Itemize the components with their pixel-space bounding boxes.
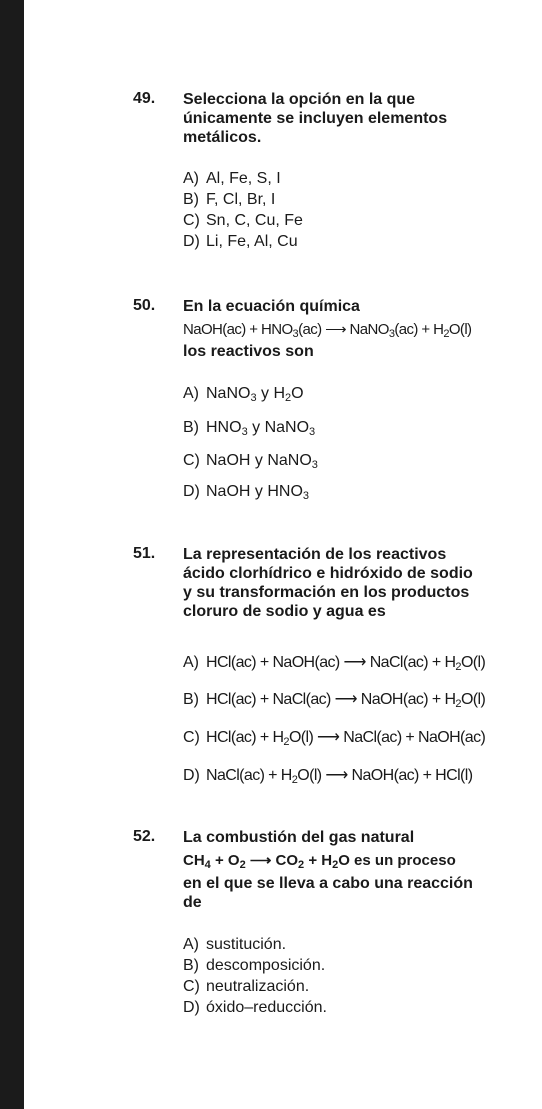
stem-line: únicamente se incluyen elementos xyxy=(183,110,448,127)
stem-line: Selecciona la opción en la que xyxy=(183,91,416,108)
option-c[interactable] xyxy=(183,727,485,747)
option-letter: D) xyxy=(183,999,200,1016)
subscript: 4 xyxy=(204,859,211,871)
option-text: Al, Fe, S, I xyxy=(206,170,281,187)
option-text: descomposición. xyxy=(206,957,326,974)
option-c[interactable] xyxy=(183,212,303,230)
question-stem xyxy=(183,545,523,621)
option-text: F, Cl, Br, I xyxy=(206,191,276,208)
subscript: 3 xyxy=(302,490,310,502)
question-number: 51. xyxy=(133,545,156,562)
option-letter: A) xyxy=(183,936,199,953)
option-text: Sn, C, Cu, Fe xyxy=(206,212,303,229)
question-number: 52. xyxy=(133,828,156,845)
option-text: sustitución. xyxy=(206,936,287,953)
stem-line: cloruro de sodio y agua es xyxy=(183,603,386,620)
option-text: HCl(ac) + NaOH(ac) ⟶ NaCl(ac) + $H_2O(l)$ xyxy=(206,654,486,673)
option-text: óxido–reducción. xyxy=(206,999,327,1016)
subscript: 3 xyxy=(388,328,395,340)
option-letter: A) xyxy=(183,170,199,187)
stem-line: La combustión del gas natural xyxy=(183,829,415,846)
option-a[interactable] xyxy=(183,385,304,403)
stem-line: los reactivos son xyxy=(183,343,314,360)
option-text: NaOH y $HNO_3$ xyxy=(206,483,310,502)
option-d[interactable] xyxy=(183,233,298,251)
option-text: NaNO$_3$ y $H_2O$ xyxy=(206,385,304,404)
option-d[interactable] xyxy=(183,765,472,785)
subscript: 2 xyxy=(443,328,449,340)
stem-line: La representación de los reactivos xyxy=(183,546,447,563)
stem-line: metálicos. xyxy=(183,129,262,146)
option-text: $HCl(ac) + H_2O(l)$ ⟶ NaCl(ac) + NaOH(ac) xyxy=(206,729,486,748)
option-letter: B) xyxy=(183,957,199,974)
option-b[interactable] xyxy=(183,191,275,209)
question-stem xyxy=(183,874,523,912)
option-d[interactable] xyxy=(183,999,327,1017)
option-text: NaCl(ac) + $H_2O(l)$ ⟶ NaOH(ac) + HCl(l) xyxy=(206,767,473,786)
subscript: 2 xyxy=(455,661,461,673)
subscript: 3 xyxy=(241,426,248,438)
subscript: 3 xyxy=(311,459,318,471)
option-c[interactable] xyxy=(183,978,309,996)
option-d[interactable] xyxy=(183,483,309,501)
stem-line: En la ecuación química xyxy=(183,298,360,315)
subscript: 3 xyxy=(292,328,299,340)
question-number: 50. xyxy=(133,297,156,314)
option-letter: B) xyxy=(183,691,199,708)
option-letter: C) xyxy=(183,212,200,229)
subscript: 2 xyxy=(455,698,461,710)
option-letter: D) xyxy=(183,767,200,784)
option-b[interactable] xyxy=(183,689,485,709)
stem-line: en el que se lleva a cabo una reacción xyxy=(183,875,473,892)
option-letter: A) xyxy=(183,654,199,671)
option-a[interactable] xyxy=(183,936,286,954)
option-b[interactable] xyxy=(183,419,315,437)
option-text: NaOH y NaNO$_3$ xyxy=(206,452,318,471)
stem-line: ácido clorhídrico e hidróxido de sodio xyxy=(183,565,473,582)
option-letter: C) xyxy=(183,452,200,469)
option-letter: C) xyxy=(183,978,200,995)
option-text: Li, Fe, Al, Cu xyxy=(206,233,298,250)
option-b[interactable] xyxy=(183,957,325,975)
subscript: 3 xyxy=(309,426,316,438)
subscript: 2 xyxy=(332,859,339,871)
stem-line: y su transformación en los productos xyxy=(183,584,470,601)
option-text: HCl(ac) + NaCl(ac) ⟶ NaOH(ac) + $H_2O(l)$ xyxy=(206,691,486,710)
option-letter: D) xyxy=(183,233,200,250)
subscript: 2 xyxy=(291,774,298,786)
subscript: 3 xyxy=(250,392,257,404)
option-letter: B) xyxy=(183,419,199,436)
subscript: 2 xyxy=(283,736,289,748)
option-c[interactable] xyxy=(183,452,318,470)
option-letter: A) xyxy=(183,385,199,402)
question-stem xyxy=(183,90,523,147)
subscript: 2 xyxy=(298,859,305,871)
subscript: 2 xyxy=(285,392,292,404)
option-letter: B) xyxy=(183,191,199,208)
option-a[interactable] xyxy=(183,652,485,672)
option-letter: D) xyxy=(183,483,200,500)
option-text: neutralización. xyxy=(206,978,310,995)
chemical-equation: NaOH(ac) + $HNO_3(ac)$ ⟶ NaNO$_3$(ac) + $H_2O(l)$ xyxy=(183,321,472,340)
left-dark-edge xyxy=(0,0,24,1109)
option-a[interactable] xyxy=(183,170,281,188)
subscript: 2 xyxy=(239,859,246,871)
question-number: 49. xyxy=(133,90,156,107)
option-letter: C) xyxy=(183,729,200,746)
chemical-equation: $CH_4 + O_2$ ⟶ $CO_2 + H_2O$ es un proceso xyxy=(183,852,456,871)
stem-line: de xyxy=(183,894,202,911)
option-text: $HNO_3$ y NaNO$_3$ xyxy=(206,419,316,438)
